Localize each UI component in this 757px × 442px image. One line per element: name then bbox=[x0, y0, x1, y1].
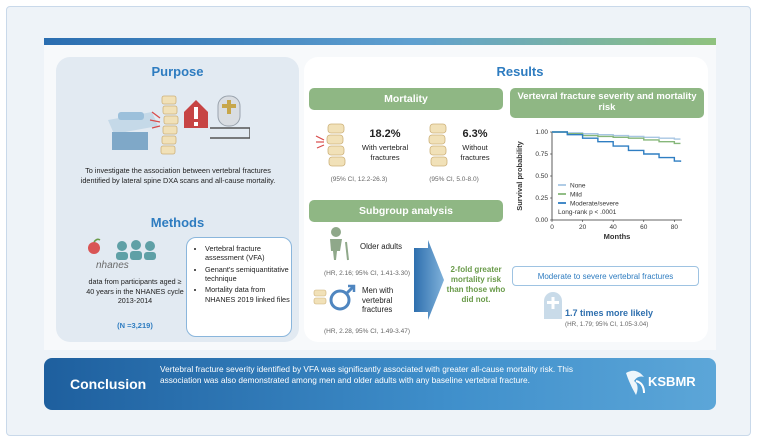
methods-bullet: • Vertebral fracture assessment (VFA) bbox=[205, 244, 290, 263]
methods-bullet: • Mortality data from NHANES 2019 linked files bbox=[205, 285, 290, 304]
series-line bbox=[552, 132, 680, 139]
two-fold-text: 2-fold greater mortality risk than those who did not. bbox=[446, 265, 506, 304]
x-tick-label: 20 bbox=[578, 224, 587, 231]
without-fracture-label: Without fractures bbox=[460, 143, 490, 162]
y-tick-label: 0.50 bbox=[535, 173, 548, 180]
older-adult-icon bbox=[322, 226, 354, 262]
severity-hr: (HR, 1.79; 95% CI, 1.05-3.04) bbox=[565, 321, 649, 328]
x-tick-label: 80 bbox=[670, 224, 678, 231]
legend-label: None bbox=[570, 182, 586, 190]
arrow-icon bbox=[414, 240, 444, 320]
y-tick-label: 0.00 bbox=[535, 217, 548, 224]
without-fracture-pct: 6.3% bbox=[462, 128, 488, 140]
nhanes-logo-text: nhanes bbox=[96, 260, 129, 271]
x-tick-label: 60 bbox=[640, 224, 648, 231]
moderate-severe-text: Moderate to severe vertebral fractures bbox=[537, 272, 674, 281]
with-fracture-ci: (95% CI, 12.2-26.3) bbox=[330, 176, 388, 183]
ksbmr-logo-icon bbox=[622, 367, 648, 397]
healthy-spine-icon bbox=[420, 120, 456, 170]
survival-chart bbox=[512, 124, 702, 249]
series-line bbox=[552, 132, 680, 162]
legend-label: Moderate/severe bbox=[570, 200, 619, 208]
fractured-spine-icon bbox=[314, 120, 354, 170]
times-more-likely: 1.7 times more likely bbox=[565, 308, 654, 318]
purpose-text: To investigate the association between vertebral fractures identified by lateral spine DXA scans and all-cause mortality. bbox=[80, 166, 276, 185]
men-fractures-label: Men with vertebral fractures bbox=[362, 286, 394, 315]
gravestone-icon bbox=[540, 291, 566, 321]
spine-scan-illustration bbox=[100, 82, 250, 162]
y-tick-label: 0.25 bbox=[535, 195, 548, 202]
ksbmr-logo-text: KSBMR bbox=[648, 374, 696, 389]
y-tick-label: 0.75 bbox=[535, 151, 548, 158]
y-axis-label: Survival probability bbox=[515, 141, 524, 211]
chart-annotation: Long-rank p < .0001 bbox=[558, 209, 617, 216]
methods-bullet-list bbox=[196, 244, 290, 304]
legend-label: Mild bbox=[570, 191, 582, 199]
results-title: Results bbox=[496, 64, 544, 79]
x-tick-label: 0 bbox=[550, 224, 554, 231]
methods-data-text: data from participants aged ≥ 40 years in the NHANES cycle 2013-2014 bbox=[86, 277, 184, 306]
conclusion-text: Vertebral fracture severity identified by VFA was significantly associated with greater all-cause mortality risk. This association was also demonstrated among men and older adults with any baseline vertebral fracture. bbox=[160, 364, 574, 385]
conclusion-title: Conclusion bbox=[70, 376, 147, 392]
methods-title: Methods bbox=[150, 215, 205, 230]
purpose-title: Purpose bbox=[151, 64, 204, 79]
top-accent-bar bbox=[44, 38, 716, 45]
older-adults-label: Older adults bbox=[360, 242, 403, 251]
with-fracture-label: With vertebral fractures bbox=[361, 143, 409, 162]
severity-pill: Vertevral fracture severity and mortality risk bbox=[510, 88, 704, 118]
without-fracture-ci: (95% CI, 5.0-8.0) bbox=[429, 176, 479, 183]
methods-bullet: • Genant's semiquantitative technique bbox=[205, 265, 290, 284]
men-fractures-hr: (HR, 2.28, 95% CI, 1.49-3.47) bbox=[324, 328, 410, 335]
men-fracture-icon bbox=[312, 282, 358, 316]
older-adults-hr: (HR, 2.16; 95% CI, 1.41-3.30) bbox=[324, 270, 410, 277]
with-fracture-pct: 18.2% bbox=[369, 128, 401, 140]
subgroup-pill: Subgroup analysis bbox=[309, 200, 503, 222]
x-tick-label: 40 bbox=[609, 224, 617, 231]
methods-n: (N =3,219) bbox=[117, 321, 153, 330]
x-axis-label: Months bbox=[603, 232, 631, 241]
y-tick-label: 1.00 bbox=[535, 129, 548, 136]
mortality-pill: Mortality bbox=[309, 88, 503, 110]
